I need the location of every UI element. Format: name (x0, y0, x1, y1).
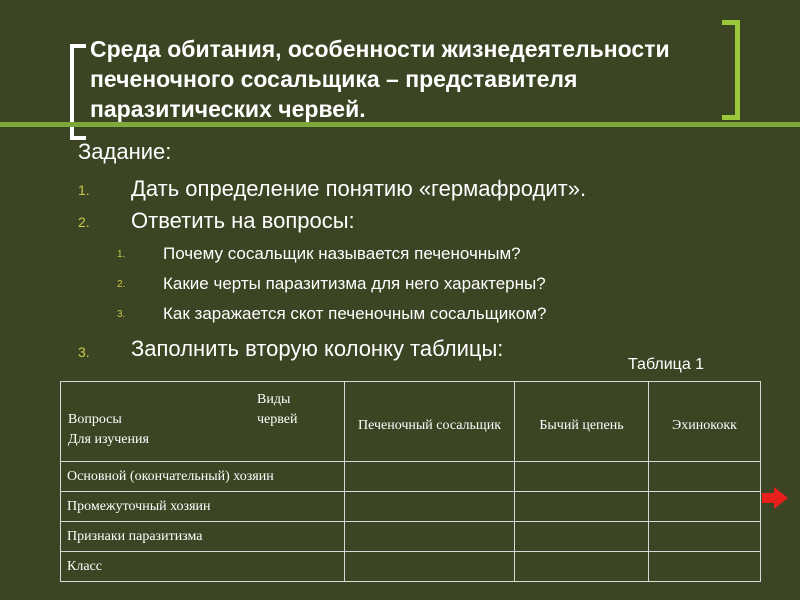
sub-list-text: Какие черты паразитизма для него характерны? (163, 274, 546, 293)
corner-label-bottom: Для изучения (68, 432, 149, 447)
row-label: Промежуточный хозяин (61, 492, 345, 522)
list-number: 1. (78, 182, 90, 198)
arrow-right-icon[interactable] (762, 487, 788, 509)
table-row (61, 522, 761, 552)
sub-list-number: 2. (117, 279, 126, 290)
table-caption: Таблица 1 (628, 356, 705, 373)
sub-list-number: 3. (117, 309, 126, 320)
list-text: Дать определение понятию «гермафродит». (131, 176, 587, 201)
table-row (61, 492, 761, 522)
list-number: 2. (78, 214, 90, 230)
list-text: Ответить на вопросы: (131, 208, 355, 233)
sub-list-text: Почему сосальщик называется печеночным? (163, 244, 521, 263)
column-header: Бычий цепень (515, 382, 649, 462)
row-label: Класс (61, 552, 345, 582)
table-cell (649, 492, 761, 522)
table-cell (345, 522, 515, 552)
table-cell (515, 492, 649, 522)
table-cell (515, 462, 649, 492)
table-cell (515, 552, 649, 582)
row-label: Основной (окончательный) хозяин (61, 462, 345, 492)
sub-list-text: Как заражается скот печеночным сосальщиком? (163, 304, 547, 323)
list-text: Заполнить вторую колонку таблицы: (131, 336, 504, 361)
worm-comparison-table (60, 381, 761, 582)
corner-label-left: Вопросы (68, 412, 122, 427)
table-cell (515, 522, 649, 552)
table-row (61, 552, 761, 582)
table-row (61, 462, 761, 492)
table-cell (345, 462, 515, 492)
column-header: Эхинококк (649, 382, 761, 462)
corner-label-right: червей (257, 412, 298, 427)
slide-title: Среда обитания, особенности жизнедеятельности печеночного сосальщика – представителя паразитических червей. (90, 36, 670, 122)
row-label: Признаки паразитизма (61, 522, 345, 552)
column-header: Печеночный сосальщик (345, 382, 515, 462)
table-cell (649, 552, 761, 582)
corner-label-top: Виды (257, 392, 291, 407)
table-corner-cell (61, 382, 345, 462)
table-cell (649, 522, 761, 552)
sub-list-number: 1. (117, 249, 126, 260)
table-cell (649, 462, 761, 492)
table-cell (345, 492, 515, 522)
table-header-row (61, 382, 761, 462)
list-number: 3. (78, 344, 90, 360)
task-heading: Задание: (78, 139, 172, 164)
table-cell (345, 552, 515, 582)
